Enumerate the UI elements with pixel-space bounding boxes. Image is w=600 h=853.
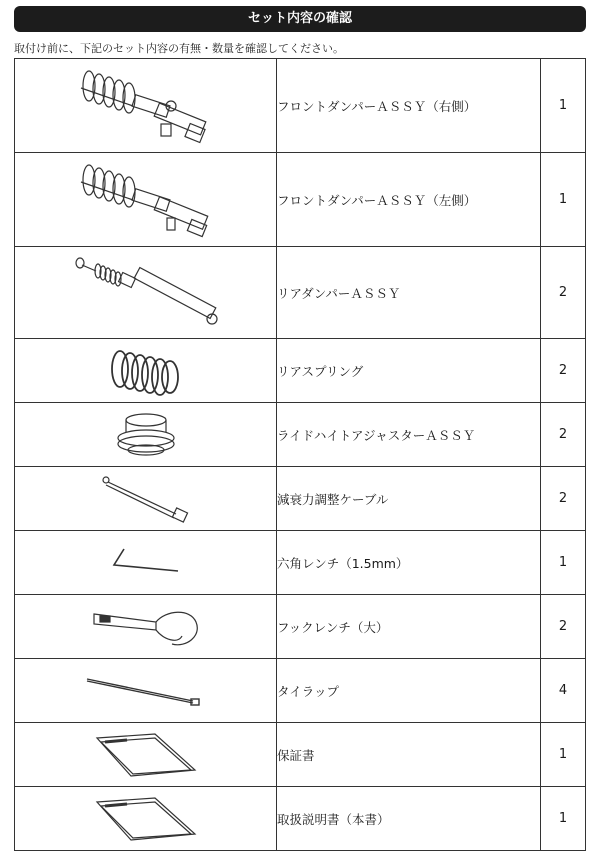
item-qty: 2 xyxy=(541,339,586,403)
item-qty: 2 xyxy=(541,403,586,467)
item-qty: 4 xyxy=(541,659,586,723)
hook-wrench-icon xyxy=(86,600,206,654)
item-name: リアダンパーＡＳＳＹ xyxy=(277,247,541,339)
item-name: 保証書 xyxy=(277,723,541,787)
table-row xyxy=(15,153,586,247)
item-name: フックレンチ（大） xyxy=(277,595,541,659)
item-name: リアスプリング xyxy=(277,339,541,403)
item-qty: 2 xyxy=(541,467,586,531)
table-row xyxy=(15,595,586,659)
item-name: 減衰力調整ケーブル xyxy=(277,467,541,531)
ride-height-adjuster-icon xyxy=(111,408,181,462)
section-header xyxy=(14,6,586,32)
damping-cable-icon xyxy=(96,472,196,526)
hex-wrench-icon xyxy=(106,543,186,583)
item-qty: 1 xyxy=(541,59,586,153)
item-qty: 1 xyxy=(541,723,586,787)
front-damper-left-icon xyxy=(71,160,221,240)
table-row xyxy=(15,531,586,595)
table-row xyxy=(15,787,586,851)
item-name: タイラップ xyxy=(277,659,541,723)
item-qty: 1 xyxy=(541,153,586,247)
item-name: 取扱説明書（本書） xyxy=(277,787,541,851)
item-qty: 2 xyxy=(541,247,586,339)
cable-tie-icon xyxy=(81,671,211,711)
front-damper-right-icon xyxy=(71,66,221,146)
table-row xyxy=(15,723,586,787)
item-name: フロントダンパーＡＳＳＹ（右側） xyxy=(277,59,541,153)
manual-icon xyxy=(91,794,201,844)
rear-damper-icon xyxy=(66,253,226,333)
item-qty: 1 xyxy=(541,787,586,851)
item-name: ライドハイトアジャスターＡＳＳＹ xyxy=(277,403,541,467)
rear-spring-icon xyxy=(106,345,186,397)
table-row xyxy=(15,247,586,339)
table-row xyxy=(15,467,586,531)
item-qty: 2 xyxy=(541,595,586,659)
item-name: 六角レンチ（1.5mm） xyxy=(277,531,541,595)
warranty-card-icon xyxy=(91,730,201,780)
intro-text: 取付け前に、下記のセット内容の有無・数量を確認してください。 xyxy=(14,42,344,55)
item-name: フロントダンパーＡＳＳＹ（左側） xyxy=(277,153,541,247)
parts-table xyxy=(14,58,586,851)
table-row xyxy=(15,339,586,403)
table-row xyxy=(15,403,586,467)
table-row xyxy=(15,59,586,153)
item-qty: 1 xyxy=(541,531,586,595)
section-title: セット内容の確認 xyxy=(247,11,352,26)
table-row xyxy=(15,659,586,723)
